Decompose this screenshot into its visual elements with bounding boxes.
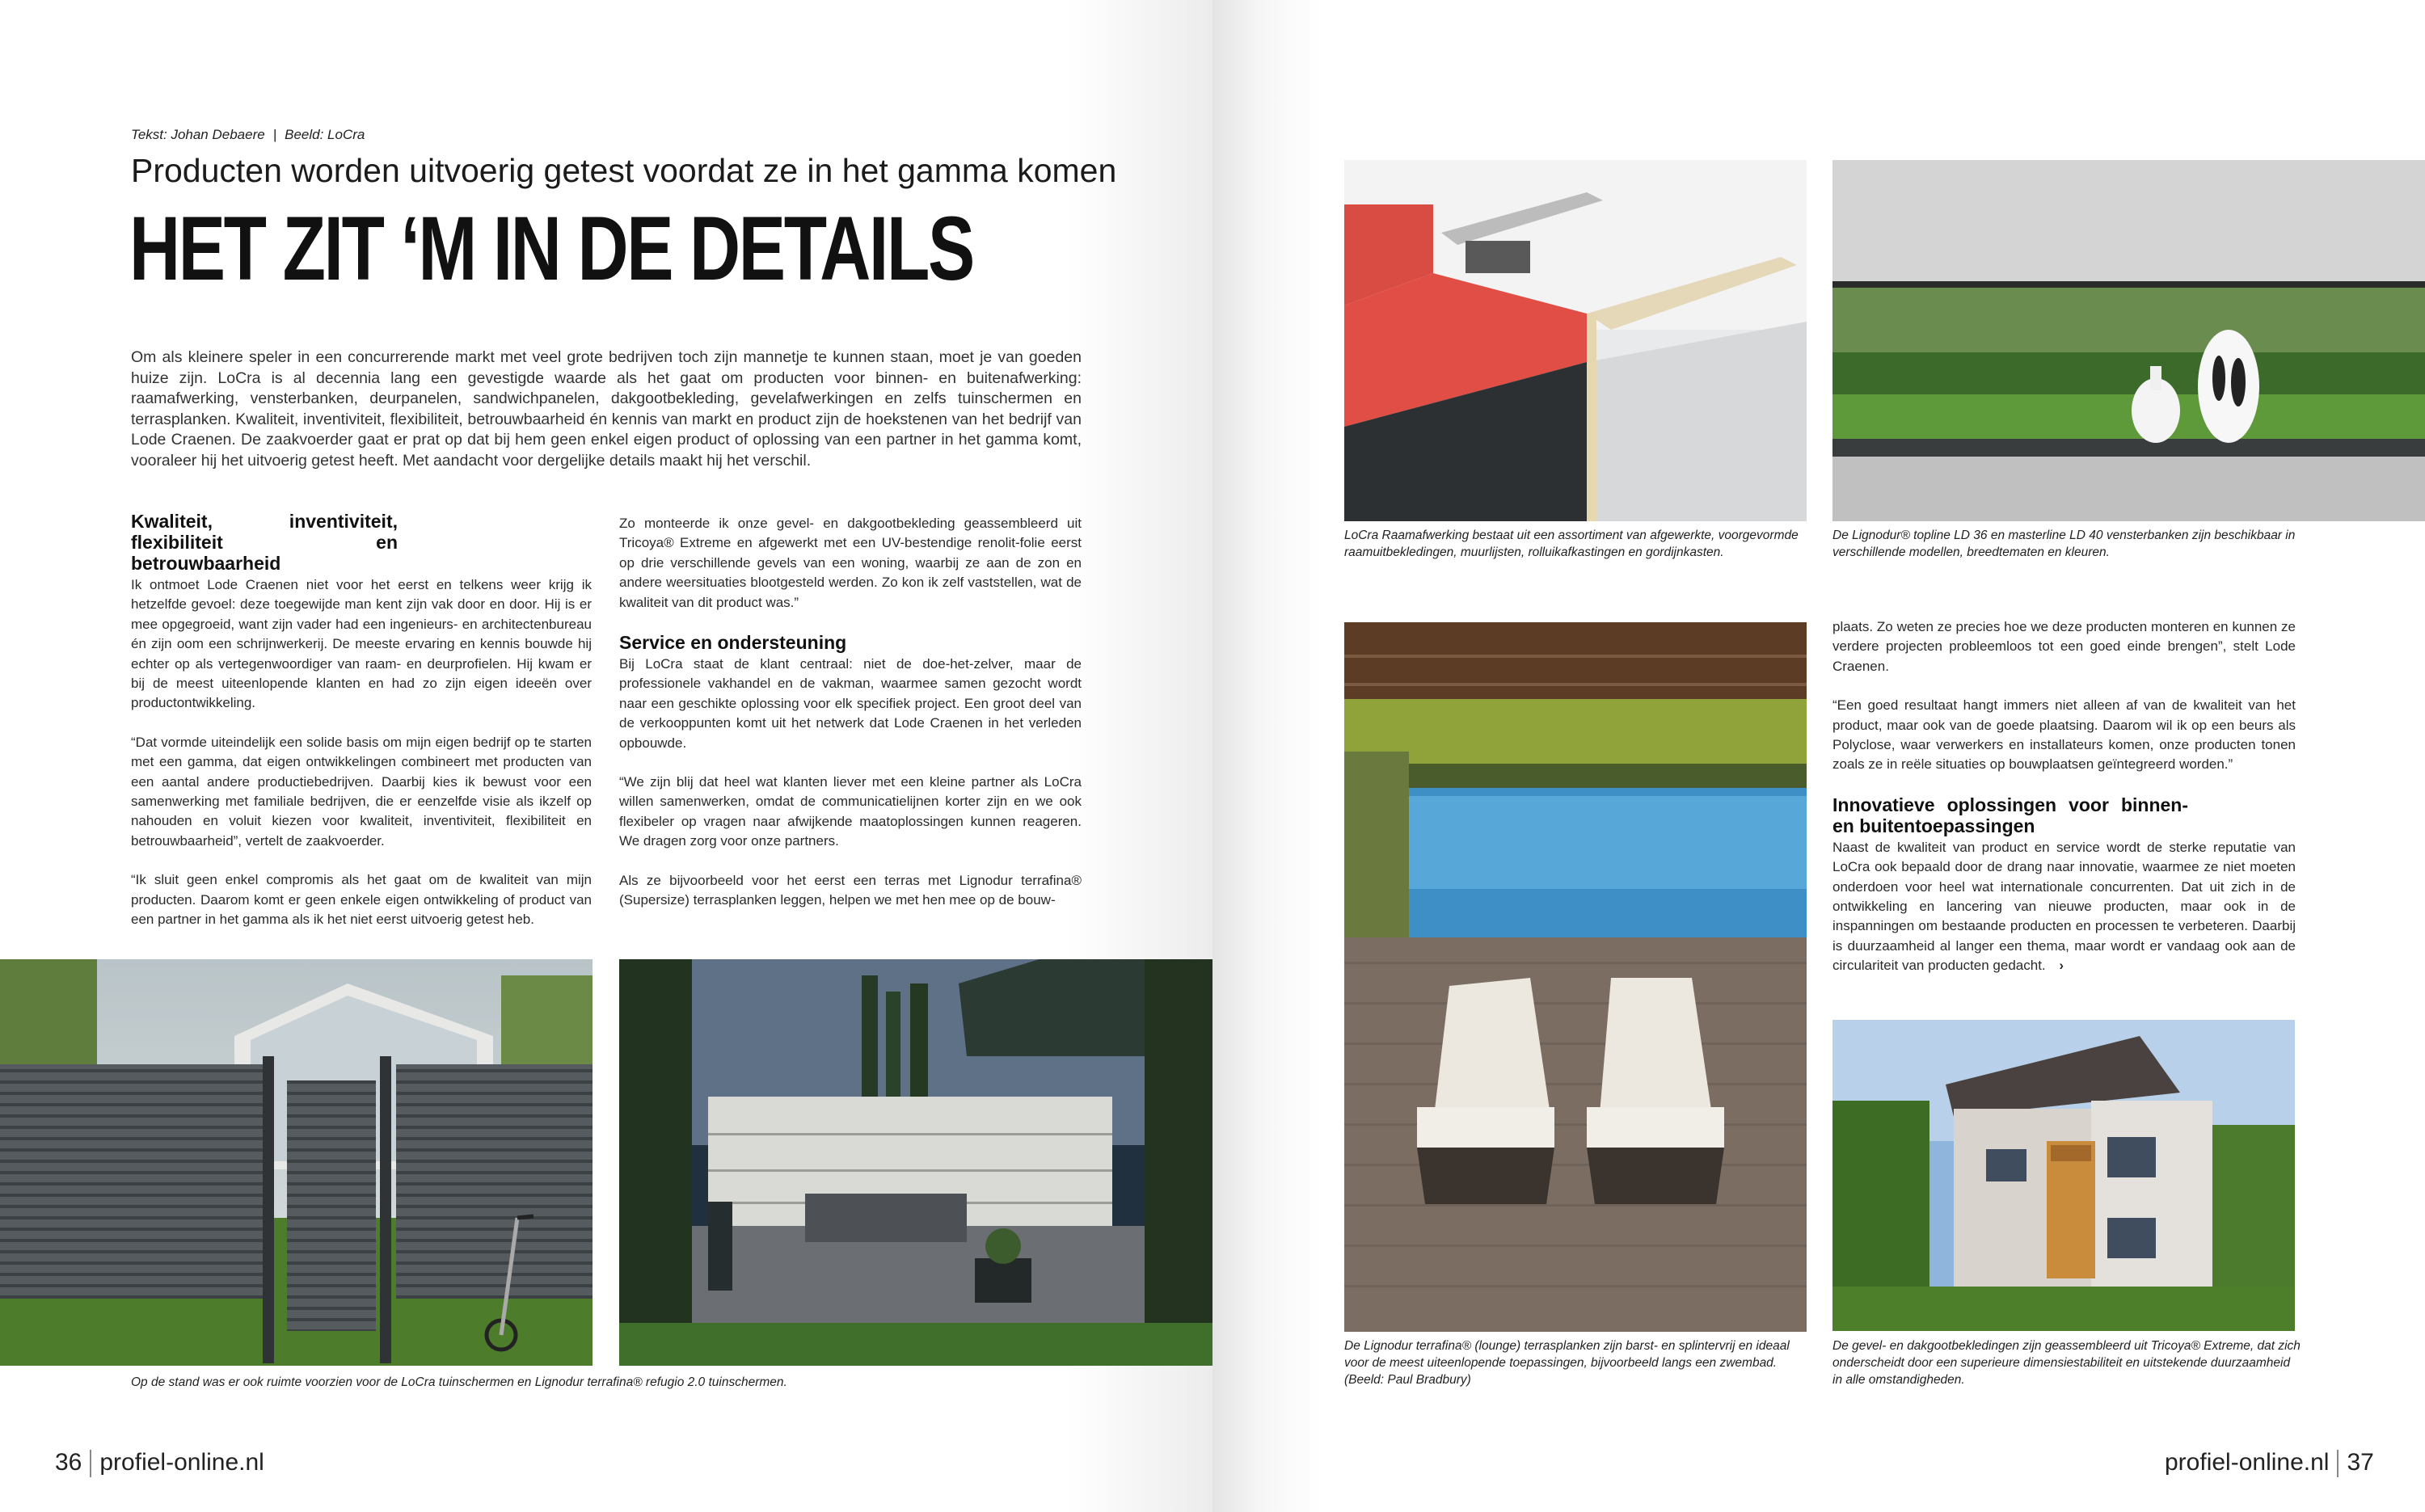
paragraph: “Ik sluit geen enkel compromis als het gaat om de kwaliteit van mijn producten. Daarom komt er geen enkele eigen ontwikkeling of product van een partner in het gamma als ik het niet eerst uitvoerig getest heb. <box>131 872 592 928</box>
window-sill-photo <box>1832 160 2425 521</box>
left-page <box>0 0 1212 1512</box>
end-mark-icon: › <box>2059 958 2064 974</box>
caption-tuinschermen: Op de stand was er ook ruimte voorzien voor de LoCra tuinschermen en Lignodur terrafina® refugio 2.0 tuinschermen. <box>131 1375 787 1389</box>
paragraph: “Dat vormde uiteindelijk een solide basis om mijn eigen bedrijf op te starten met een gamma, dat eigen ontwikkelingen combineert met producten van een aantal andere productiebedrijven. Daarbij kies ik bewust voor een samenwerking met familiale bedrijven, die er eenzelfde visie als ikzelf op nahouden en voluit kiezen voor kwaliteit, inventiviteit, flexibiliteit en betrouwbaarheid”, vertelt de zaakvoerder. <box>131 734 592 849</box>
caption-vensterbanken: De Lignodur® topline LD 36 en masterline LD 40 vensterbanken zijn beschikbaar in verschillende modellen, breedtematen en kleuren. <box>1832 529 2296 559</box>
paragraph: Ik ontmoet Lode Craenen niet voor het eerst en telkens weer krijg ik hetzelfde gevoel: deze toegewijde man kent zijn vak door en door. Hij is er mee opgegroeid, want zijn vader had een ingenieurs- en architectenbureau én zijn oom een schrijnwerkerij. De meeste ervaring en kennis bouwde hij echter op als vertegenwoordiger van raam- en deurprofielen. Hij kwam er bij de meest uiteenlopende klanten en had zo zijn eigen ideeën over productontwikkeling. <box>131 577 592 711</box>
paragraph: plaats. Zo weten ze precies hoe we deze producten monteren en kunnen ze verdere projecten probleemloos tot een goed einde brengen”, stelt Lode Craenen. <box>1832 619 2296 674</box>
garden-lounge-photo <box>619 959 1212 1366</box>
paragraph: Als ze bijvoorbeeld voor het eerst een terras met Lignodur terrafina® (Supersize) terrasplanken leggen, helpen we met hen mee op de bouw- <box>619 872 1082 908</box>
body-column-1 <box>131 511 592 930</box>
fence-gate-photo <box>0 959 593 1366</box>
article-subtitle: Producten worden uitvoerig getest voordat ze in het gamma komen <box>131 152 1117 189</box>
body-column-2 <box>619 514 1082 911</box>
section-heading-kwaliteit: Kwaliteit, inventiviteit, flexibiliteit en betrouwbaarheid <box>131 511 398 574</box>
intro-paragraph: Om als kleinere speler in een concurrerende markt met veel grote bedrijven toch zijn mannetje te kunnen staan, moet je van goeden huize zijn. LoCra is al decennia lang een gevestigde waarde als het gaat om producten voor binnen- en buitenafwerking: raamafwerking, vensterbanken, deurpanelen, sandwichpanelen, dakgootbekleding, gevelafwerkingen en zelfs tuinschermen en terrasplanken. Kwaliteit, inventiviteit, flexibiliteit, betrouwbaarheid én kennis van markt en product zijn de hoekstenen van het bedrijf van Lode Craenen. De zaakvoerder gaat er prat op dat bij hem geen enkel eigen product of oplossing van een partner in het gamma komt, vooraleer hij het uitvoerig getest heeft. Met aandacht voor dergelijke details maakt hij het verschil. <box>131 348 1082 470</box>
folio-left <box>55 1449 264 1477</box>
credit-text: Tekst: Johan Debaere <box>131 127 265 142</box>
paragraph: Zo monteerde ik onze gevel- en dakgootbekleding geassembleerd uit Tricoya® Extreme en afgewerkt met een UV-bestendige renolit-folie eerst op drie verschillende gevels van een woning, waarbij ze aan de zon en andere weersituaties blootgesteld werden. Zo kon ik zelf vaststellen, wat de kwaliteit van dit product was.” <box>619 516 1082 610</box>
paragraph: Naast de kwaliteit van product en service wordt de sterke reputatie van LoCra ook bepaald door de drang naar innovatie, waarmee ze niet moeten onderdoen voor heel wat internationale concurrenten. Dat uit zich in de ontwikkeling en lancering van nieuwe producten, maar ook in de inspanningen om bestaande producten en processen te verbeteren. Daarbij is duurzaamheid al langer een thema, maar wordt er vandaag ook aan de circulariteit van producten gedacht. <box>1832 839 2296 974</box>
folio-right <box>2165 1449 2374 1477</box>
right-page <box>1212 0 2425 1512</box>
house-facade-photo <box>1832 1020 2295 1331</box>
section-heading-service: Service en ondersteuning <box>619 632 847 654</box>
caption-terrasplanken: De Lignodur terrafina® (lounge) terrasplanken zijn barst- en splintervrij en ideaal voor de meest uiteenlopende toepassingen, bijvoorbeeld langs een zwembad. (Beeld: Paul Bradbury) <box>1344 1339 1790 1387</box>
paragraph: “Een goed resultaat hangt immers niet alleen af van de kwaliteit van het product, maar ook van de goede plaatsing. Daarom wil ik op een beurs als Polyclose, waar verwerkers en installateurs komen, onze producten tonen zoals ze in reële situaties op bouwplaatsen geïntegreerd worden.” <box>1832 697 2296 773</box>
article-title: HET ZIT ‘M IN DE DETAILS <box>129 198 973 299</box>
pool-deck-photo <box>1344 622 1807 1332</box>
caption-raamafwerking: LoCra Raamafwerking bestaat uit een assortiment van afgewerkte, voorgevormde raamuitbekledingen, muurlijsten, rolluikafkastingen en gordijnkasten. <box>1344 529 1799 559</box>
credit-image: Beeld: LoCra <box>285 127 365 142</box>
paragraph: Bij LoCra staat de klant centraal: niet de doe-het-zelver, maar de professionele vakhandel en de vakman, waarmee samen gezocht wordt naar een geschikte oplossing voor elk specifiek project. Een groot deel van de verkooppunten komt uit het netwerk dat Lode Craenen in het verleden opbouwde. <box>619 656 1082 751</box>
author-credit: Tekst: Johan Debaere | Beeld: LoCra <box>131 127 365 142</box>
body-column-3 <box>1832 617 2296 976</box>
caption-gevelbekleding: De gevel- en dakgootbekledingen zijn geassembleerd uit Tricoya® Extreme, dat zich onderscheidt door een superieure dimensiestabiliteit en uitstekende duurzaamheid in alle omstandigheden. <box>1832 1339 2301 1387</box>
site-name: profiel-online.nl <box>99 1449 264 1476</box>
site-name: profiel-online.nl <box>2165 1449 2330 1476</box>
page-number: 36 <box>55 1449 82 1476</box>
paragraph: “We zijn blij dat heel wat klanten liever met een kleine partner als LoCra willen samenwerken, omdat de communicatielijnen korter zijn en we ook flexibeler op vragen naar afwijkende maatoplossingen kunnen reageren. We dragen zorg voor onze partners. <box>619 774 1082 849</box>
page-number: 37 <box>2347 1449 2374 1476</box>
window-finish-photo <box>1344 160 1807 521</box>
section-heading-innovatie: Innovatieve oplossingen voor binnen- en buitentoepassingen <box>1832 794 2188 836</box>
